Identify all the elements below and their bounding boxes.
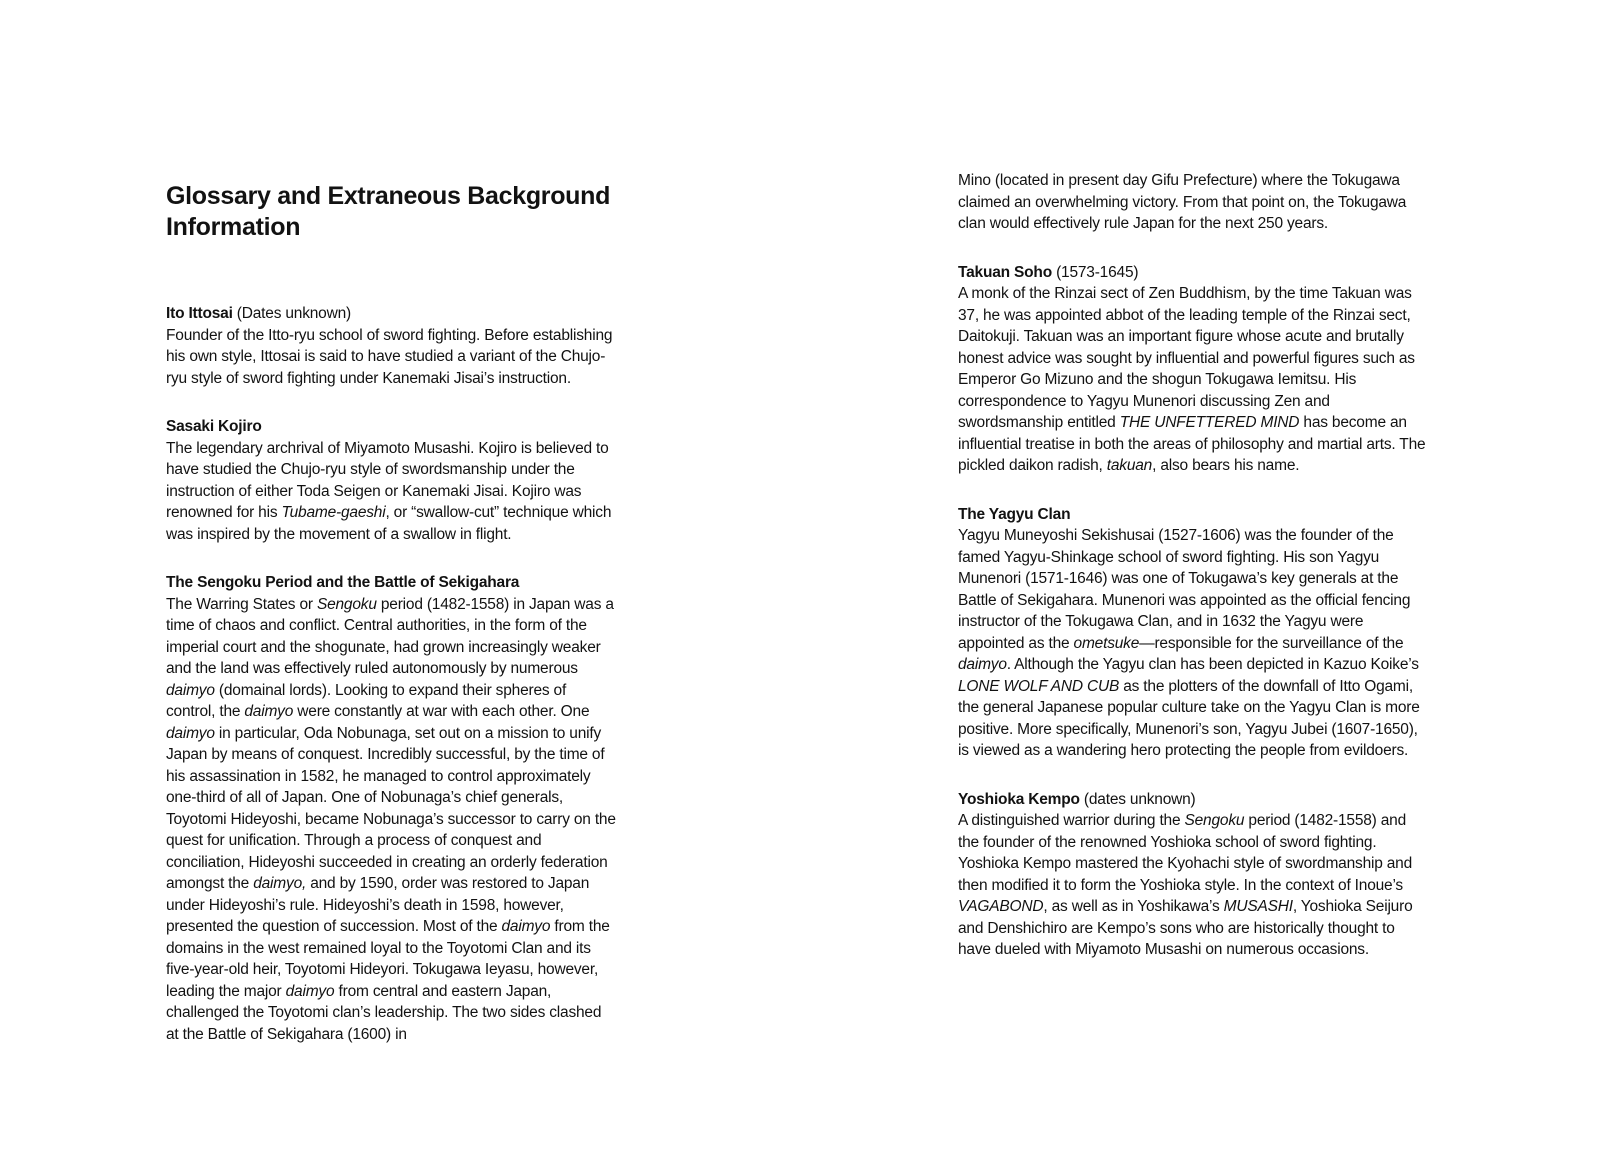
entry-body	[166, 594, 616, 1046]
entry-body	[958, 525, 1426, 762]
glossary-entry	[958, 504, 1426, 762]
text-run: , as well as in Yoshikawa’s	[1043, 898, 1224, 915]
entry-body	[166, 438, 616, 546]
text-run: (1573-1645)	[1051, 263, 1139, 281]
text-run: (Dates unknown)	[232, 305, 351, 322]
text-run: THE UNFETTERED MIND	[1119, 414, 1300, 431]
entry-heading	[166, 303, 616, 325]
text-run: Takuan Soho	[958, 263, 1052, 281]
text-run: as the plotters of the downfall of Itto Ogami, the general Japanese popular culture take on the Yagyu Clan is more positive. More specifically, Munenori’s son, Yagyu Jubei (1607-1650), is viewed as a wandering hero protecting the people from evildoers.	[958, 677, 1420, 759]
entry-heading	[958, 789, 1426, 811]
entry-body	[166, 325, 616, 390]
text-run: period (1482-1558) and the founder of the renowned Yoshioka school of sword fighting. Yoshioka Kempo mastered the Kyohachi style of swordmanship and then modified it to form the Yoshioka style. In the context of Inoue’s	[958, 812, 1413, 894]
text-run: has become an influential treatise in both the areas of philosophy and martial arts. The pickled daikon radish,	[958, 414, 1426, 474]
text-run: A monk of the Rinzai sect of Zen Buddhism, by the time Takuan was 37, he was appointed abbot of the leading temple of the Rinzai sect, Daitokuji. Takuan was an important figure whose acute and brutally honest advice was sought by influential and powerful figures such as Emperor Go Mizuno and the shogun Tokugawa Iemitsu. His correspondence to Yagyu Munenori discussing Zen and swordsmanship entitled	[958, 285, 1415, 431]
text-run: Mino (located in present day Gifu Prefecture) where the Tokugawa claimed an overwhelming victory. From that point on, the Tokugawa clan would effectively rule Japan for the next 250 years.	[958, 172, 1407, 232]
text-run: The Sengoku Period and the Battle of Sekigahara	[166, 574, 520, 591]
text-run: Founder of the Itto-ryu school of sword fighting. Before establishing his own style, Ittosai is said to have studied a variant of the Chujo-ryu style of sword fighting under Kanemaki Jisai’s instruction.	[166, 326, 613, 387]
text-run: Tubame-gaeshi	[281, 504, 386, 521]
text-run: Sengoku	[1184, 812, 1245, 829]
glossary-entry	[166, 416, 616, 545]
text-run: daimyo	[166, 724, 215, 742]
left-column-entries	[166, 303, 616, 1045]
entry-heading	[166, 572, 616, 594]
text-run: LONE WOLF AND CUB	[958, 677, 1120, 695]
glossary-entry	[958, 789, 1426, 961]
right-column-entries	[958, 170, 1426, 961]
text-run: Ito Ittosai	[166, 305, 233, 322]
text-run: , also bears his name.	[1152, 457, 1300, 474]
text-run: VAGABOND	[958, 898, 1044, 915]
text-run: , or “swallow-cut” technique which was inspired by the movement of a swallow in flight.	[166, 504, 612, 543]
text-run: daimyo	[285, 982, 335, 1000]
text-run: daimyo	[244, 703, 294, 720]
text-run: daimyo,	[253, 875, 307, 892]
text-run: , Yoshioka Seijuro and Denshichiro are Kempo’s sons who are historically thought to have dueled with Miyamoto Musashi on numerous occasions.	[958, 898, 1413, 958]
text-run: in particular, Oda Nobunaga, set out on a mission to unify Japan by means of conquest. Incredibly successful, by the time of his assassination in 1582, he managed to control approximately one-third of all of Japan. One of Nobunaga’s chief generals, Toyotomi Hideyoshi, became Nobunaga’s successor to carry on the quest for unification. Through a process of conquest and conciliation, Hideyoshi succeeded in creating an orderly federation amongst the	[166, 724, 616, 892]
text-run: The Warring States or	[166, 595, 317, 613]
entry-heading	[958, 262, 1426, 284]
text-run: Sengoku	[316, 595, 377, 613]
text-run: from central and eastern Japan, challenged the Toyotomi clan’s leadership. The two sides clashed at the Battle of Sekigahara (1600) in	[166, 982, 602, 1043]
text-run: (dates unknown)	[1079, 790, 1196, 808]
glossary-entry	[958, 170, 1426, 235]
entry-body	[958, 170, 1426, 235]
text-run: daimyo	[166, 681, 215, 699]
text-run: Yagyu Muneyoshi Sekishusai (1527-1606) was the founder of the famed Yagyu-Shinkage school of sword fighting. His son Yagyu Munenori (1571-1646) was one of Tokugawa’s key generals at the Battle of Sekigahara. Munenori was appointed as the official fencing instructor of the Tokugawa Clan, and in 1632 the Yagyu were appointed as the	[958, 527, 1411, 652]
glossary-entry	[166, 303, 616, 389]
text-run: were constantly at war with each other. One	[293, 703, 590, 720]
text-run: A distinguished warrior during the	[958, 812, 1185, 829]
text-run: daimyo	[501, 918, 551, 935]
text-run: MUSASHI	[1223, 898, 1293, 915]
text-run: The Yagyu Clan	[958, 505, 1071, 523]
right-column	[958, 170, 1426, 988]
text-run: ometsuke	[1073, 634, 1140, 652]
page-title: Glossary and Extraneous Background Information	[166, 182, 611, 241]
entry-heading	[958, 504, 1426, 526]
text-run: daimyo	[958, 656, 1007, 673]
glossary-entry	[166, 572, 616, 1045]
text-run: . Although the Yagyu clan has been depicted in Kazuo Koike’s	[1006, 656, 1419, 673]
glossary-entry	[958, 262, 1426, 477]
text-run: period (1482-1558) in Japan was a time of chaos and conflict. Central authorities, in the form of the imperial court and the shogunate, had grown increasingly weaker and the land was effectively ruled autonomously by numerous	[166, 595, 614, 677]
text-run: The legendary archrival of Miyamoto Musashi. Kojiro is believed to have studied the Chujo-ryu style of swordsmanship under the instruction of either Toda Seigen or Kanemaki Jisai. Kojiro was renowned for his	[166, 439, 609, 521]
text-run: and by 1590, order was restored to Japan under Hideyoshi’s rule. Hideyoshi’s death in 1598, however, presented the question of succession. Most of the	[166, 875, 590, 935]
text-run: Yoshioka Kempo	[958, 790, 1080, 808]
entry-heading	[166, 416, 616, 438]
entry-body	[958, 810, 1426, 961]
text-run: Sasaki Kojiro	[166, 418, 262, 435]
left-column	[166, 181, 616, 1072]
entry-body	[958, 283, 1426, 477]
text-run: (domainal lords). Looking to expand their spheres of control, the	[166, 681, 567, 720]
text-run: from the domains in the west remained loyal to the Toyotomi Clan and its five-year-old heir, Toyotomi Hideyori. Tokugawa Ieyasu, however, leading the major	[166, 918, 610, 1000]
text-run: —responsible for the surveillance of the	[1139, 634, 1404, 652]
text-run: takuan	[1106, 457, 1153, 474]
